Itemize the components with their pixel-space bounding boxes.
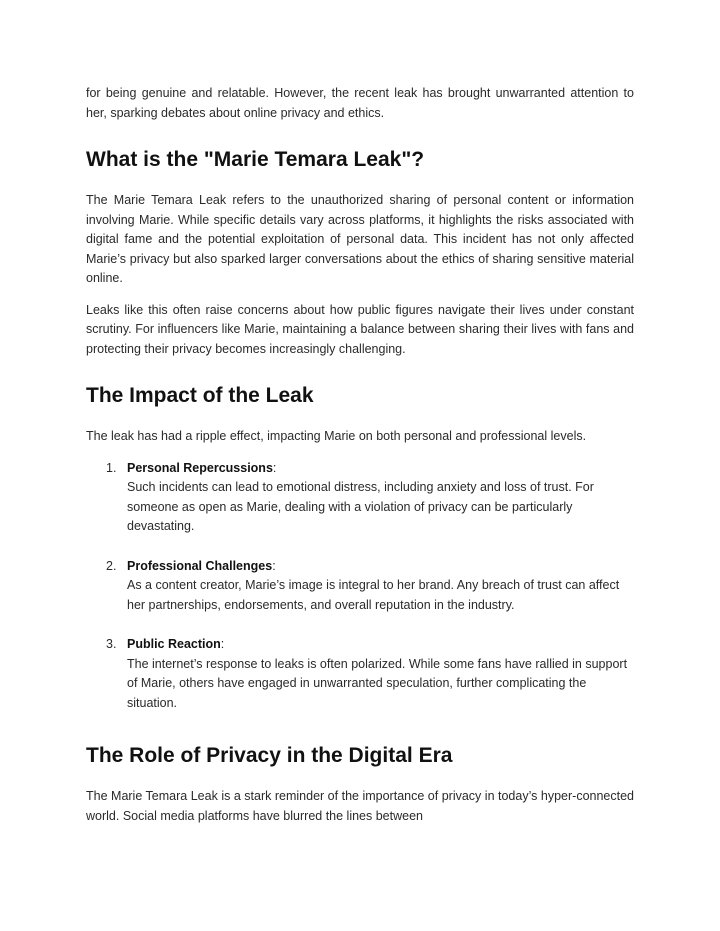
list-item-separator: :: [272, 558, 276, 573]
heading-what-is-leak: What is the "Marie Temara Leak"?: [86, 148, 425, 171]
impact-list: [86, 459, 634, 714]
list-number: 1.: [106, 460, 117, 475]
intro-paragraph: for being genuine and relatable. However, the recent leak has brought unwarranted attention to her, sparking debates about online privacy and ethics.: [86, 86, 634, 120]
list-item: [106, 459, 634, 537]
list-item: [106, 557, 634, 616]
list-item-text: As a content creator, Marie’s image is integral to her brand. Any breach of trust can affect her partnerships, endorsements, and overall reputation in the industry.: [127, 578, 620, 612]
paragraph-what-1: The Marie Temara Leak refers to the unauthorized sharing of personal content or information involving Marie. While specific details vary across platforms, it highlights the risks associated with digital fame and the potential exploitation of personal data. This incident has not only affected Marie’s privacy but also sparked larger conversations about the ethics of sharing sensitive material online.: [86, 193, 634, 285]
paragraph-impact: The leak has had a ripple effect, impacting Marie on both personal and professional levels.: [86, 429, 587, 443]
list-item-title: Public Reaction: [127, 637, 221, 651]
list-item-title: Professional Challenges: [127, 558, 273, 573]
list-item-separator: :: [220, 637, 225, 651]
list-item-text: Such incidents can lead to emotional distress, including anxiety and loss of trust. For someone as open as Marie, dealing with a violation of privacy can be particularly devastating.: [127, 480, 594, 533]
list-number: 3.: [106, 637, 117, 651]
list-item-separator: :: [272, 460, 277, 475]
list-item-title: Personal Repercussions: [127, 460, 273, 475]
paragraph-privacy: The Marie Temara Leak is a stark reminder of the importance of privacy in today’s hyper-connected world. Social media platforms have blurred the lines between: [86, 789, 634, 823]
list-number: 2.: [106, 558, 117, 573]
list-item: [106, 635, 634, 713]
heading-impact: The Impact of the Leak: [86, 384, 314, 407]
list-item-text: The internet’s response to leaks is often polarized. While some fans have rallied in support of Marie, others have engaged in unwarranted speculation, further complicating the situation.: [127, 656, 628, 710]
heading-privacy: The Role of Privacy in the Digital Era: [86, 744, 453, 767]
paragraph-what-2: Leaks like this often raise concerns about how public figures navigate their lives under constant scrutiny. For influencers like Marie, maintaining a balance between sharing their lives with fans and protecting their privacy becomes increasingly challenging.: [86, 302, 634, 356]
